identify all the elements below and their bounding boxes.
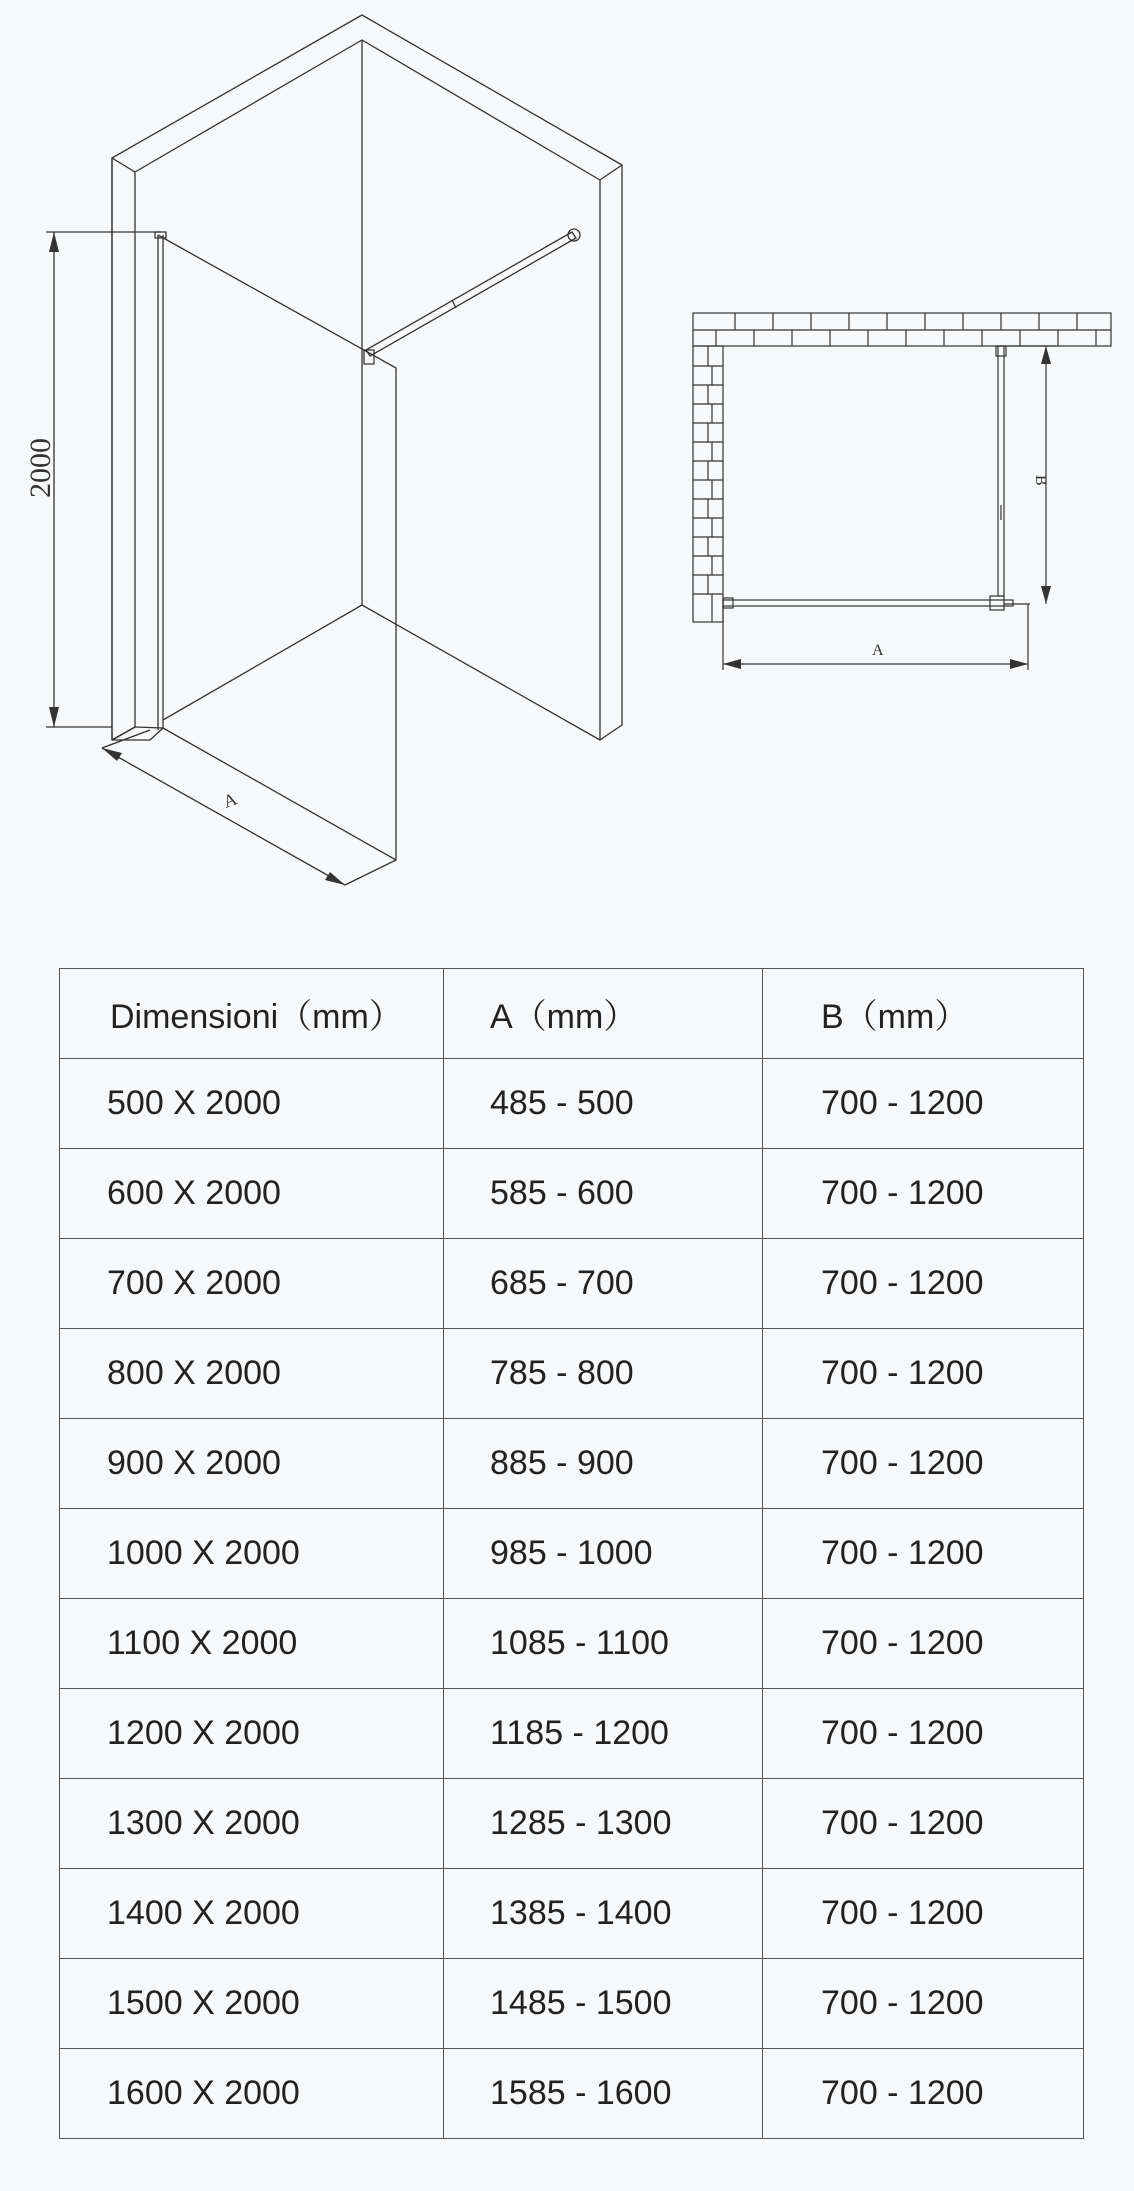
cell-b: 700 - 1200	[763, 1059, 1084, 1149]
cell-dimensioni: 900 X 2000	[60, 1419, 444, 1509]
dimensions-table	[59, 968, 1084, 2139]
glass-panel	[158, 235, 396, 860]
cell-b: 700 - 1200	[763, 2049, 1084, 2139]
wall-top-left	[112, 158, 135, 172]
wall-top-right	[600, 165, 622, 180]
cell-b: 700 - 1200	[763, 1869, 1084, 1959]
plan-stabilizer-bar	[998, 346, 1004, 596]
cell-a: 985 - 1000	[444, 1509, 763, 1599]
plan-glass-panel	[723, 600, 1013, 606]
isometric-diagram	[0, 0, 700, 900]
header-dimensioni: Dimensioni（mm）	[60, 969, 444, 1059]
cell-b: 700 - 1200	[763, 1149, 1084, 1239]
height-dimension-label: 2000	[24, 438, 57, 498]
cell-dimensioni: 1600 X 2000	[60, 2049, 444, 2139]
cell-dimensioni: 1100 X 2000	[60, 1599, 444, 1689]
table-row	[60, 1329, 1084, 1419]
cell-dimensioni: 600 X 2000	[60, 1149, 444, 1239]
table-row	[60, 1689, 1084, 1779]
cell-a: 1485 - 1500	[444, 1959, 763, 2049]
cell-b: 700 - 1200	[763, 1509, 1084, 1599]
table-row	[60, 1509, 1084, 1599]
cell-b: 700 - 1200	[763, 1689, 1084, 1779]
wall-outline	[112, 15, 622, 740]
floor-left	[163, 605, 362, 720]
cell-dimensioni: 1500 X 2000	[60, 1959, 444, 2049]
cell-a: 1385 - 1400	[444, 1869, 763, 1959]
cell-dimensioni: 800 X 2000	[60, 1329, 444, 1419]
top-brick-wall	[693, 313, 1111, 346]
cell-a: 1285 - 1300	[444, 1779, 763, 1869]
brick-joints-top	[716, 313, 1096, 346]
table-header-row	[60, 969, 1084, 1059]
cell-a: 1585 - 1600	[444, 2049, 763, 2139]
table-row	[60, 1419, 1084, 1509]
cell-a: 585 - 600	[444, 1149, 763, 1239]
cell-a: 785 - 800	[444, 1329, 763, 1419]
header-a: A（mm）	[444, 969, 763, 1059]
table-row	[60, 2049, 1084, 2139]
cell-a: 1085 - 1100	[444, 1599, 763, 1689]
table-row	[60, 1959, 1084, 2049]
cell-a: 485 - 500	[444, 1059, 763, 1149]
width-dimension-label-iso: A	[220, 788, 240, 812]
table-row	[60, 1059, 1084, 1149]
cell-b: 700 - 1200	[763, 1599, 1084, 1689]
cell-dimensioni: 1400 X 2000	[60, 1869, 444, 1959]
a-dimension-label-plan: A	[872, 642, 884, 659]
table-row	[60, 1779, 1084, 1869]
cell-dimensioni: 1300 X 2000	[60, 1779, 444, 1869]
cell-dimensioni: 700 X 2000	[60, 1239, 444, 1329]
wall-bottom-left	[112, 727, 135, 740]
cell-b: 700 - 1200	[763, 1419, 1084, 1509]
stabilizer-bar	[366, 232, 576, 356]
cell-a: 1185 - 1200	[444, 1689, 763, 1779]
table-row	[60, 1149, 1084, 1239]
table-row	[60, 1239, 1084, 1329]
cell-dimensioni: 500 X 2000	[60, 1059, 444, 1149]
table-row	[60, 1869, 1084, 1959]
cell-a: 685 - 700	[444, 1239, 763, 1329]
header-b: B（mm）	[763, 969, 1084, 1059]
cell-dimensioni: 1000 X 2000	[60, 1509, 444, 1599]
cell-a: 885 - 900	[444, 1419, 763, 1509]
cell-b: 700 - 1200	[763, 1779, 1084, 1869]
floor-right	[362, 605, 600, 740]
b-dimension-label: B	[1032, 475, 1049, 486]
cell-b: 700 - 1200	[763, 1959, 1084, 2049]
cell-b: 700 - 1200	[763, 1329, 1084, 1419]
cell-dimensioni: 1200 X 2000	[60, 1689, 444, 1779]
table-row	[60, 1599, 1084, 1689]
cell-b: 700 - 1200	[763, 1239, 1084, 1329]
